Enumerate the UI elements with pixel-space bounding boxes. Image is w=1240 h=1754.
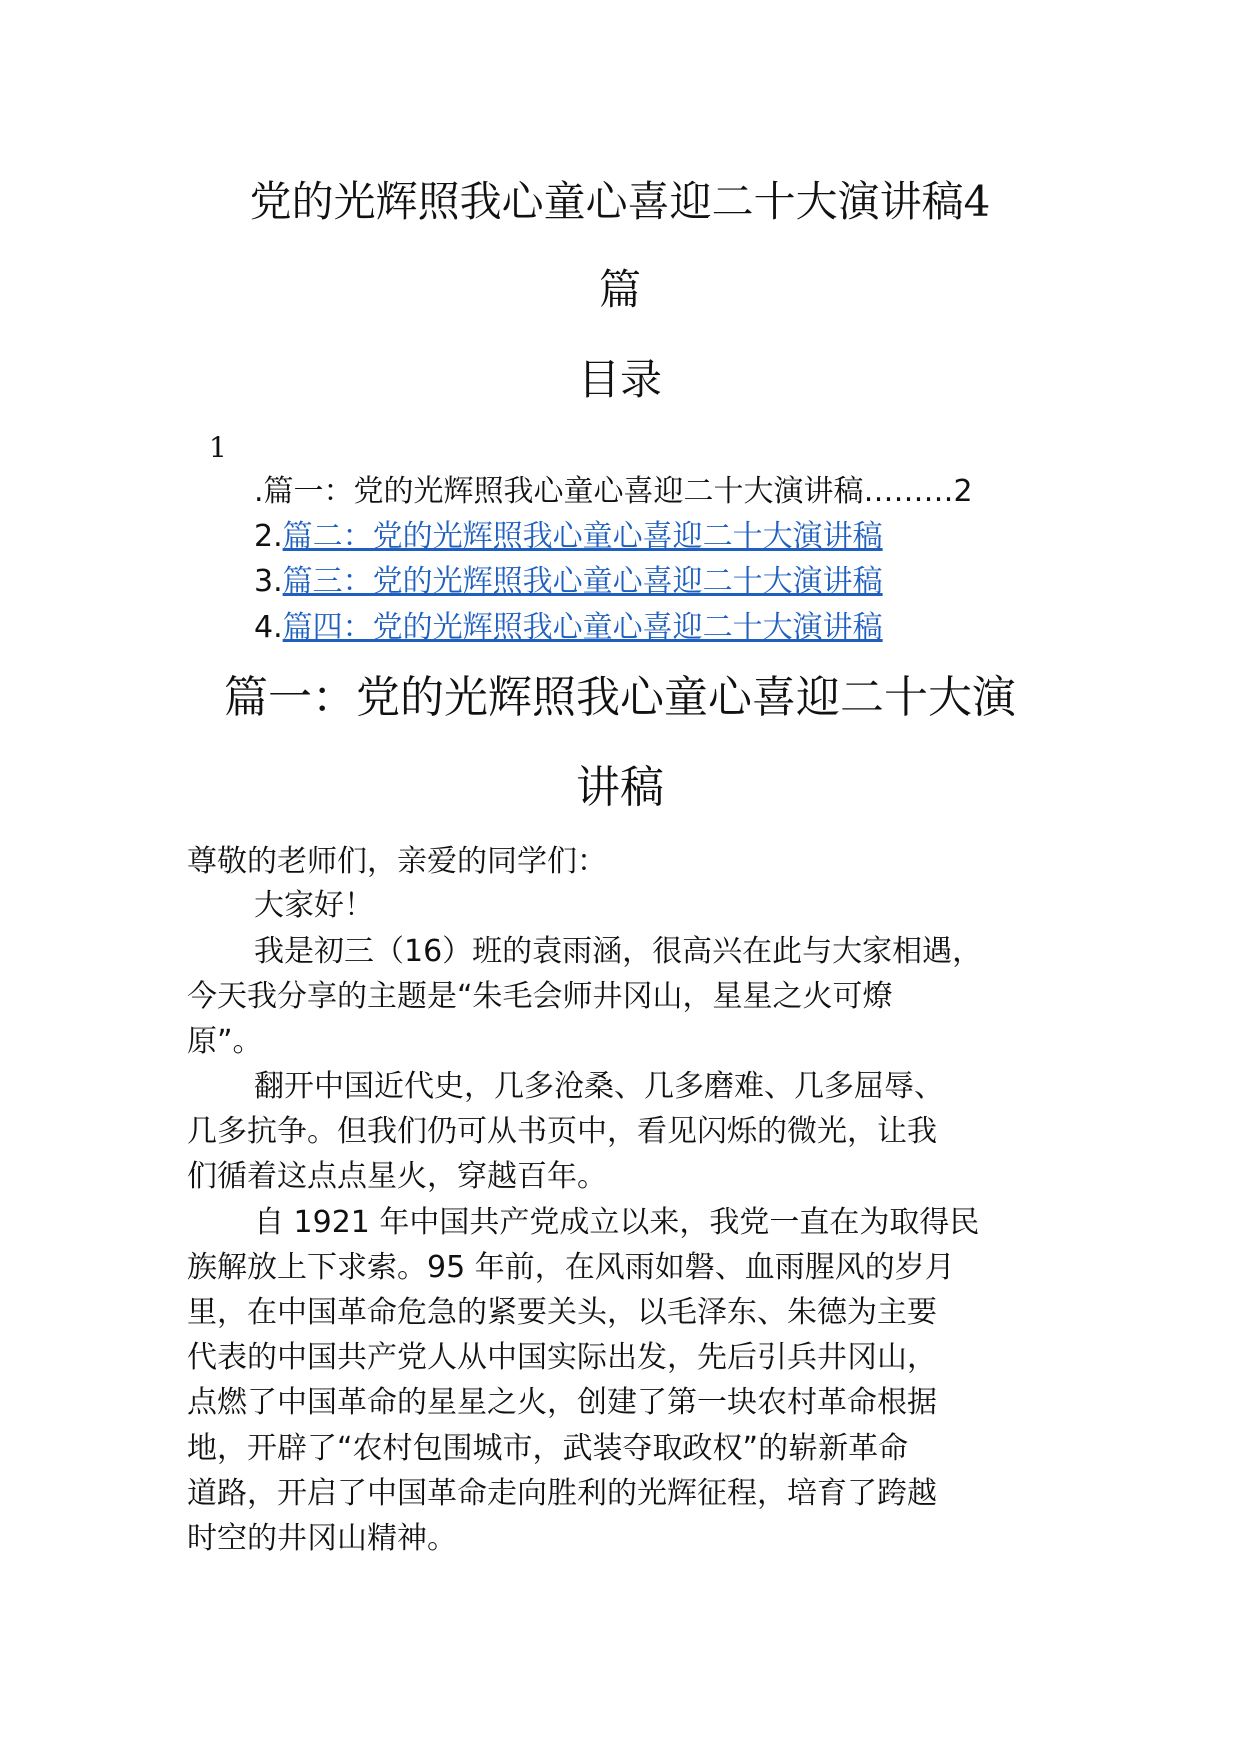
body-line: 道路，开启了中国革命走向胜利的光辉征程，培育了跨越 [187, 1476, 937, 1511]
document-title-text: 党的光辉照我心童心喜迎二十大演讲稿 [249, 177, 964, 226]
body-line: 自 1921 年中国共产党成立以来，我党一直在为取得民 [254, 1205, 980, 1240]
toc-item-prefix: 2. [254, 519, 283, 554]
toc-item-3 [254, 560, 883, 604]
body-line: 里，在中国革命危急的紧要关头，以毛泽东、朱德为主要 [187, 1295, 937, 1330]
toc-heading: 目录 [577, 355, 662, 404]
body-line: 地，开辟了“农村包围城市，武装夺取政权”的崭新革命 [187, 1431, 909, 1466]
body-line: 原”。 [187, 1024, 263, 1059]
body-line-salutation: 尊敬的老师们，亲爱的同学们： [187, 844, 607, 879]
section-title-line-1: 篇一：党的光辉照我心童心喜迎二十大演 [224, 672, 1016, 723]
toc-item-label: 篇一：党的光辉照我心童心喜迎二十大演讲稿 [263, 474, 864, 509]
document-title-count: 4 [963, 177, 991, 226]
body-line: 时空的井冈山精神。 [187, 1521, 457, 1556]
toc-item-4 [254, 606, 883, 650]
body-line-greeting: 大家好！ [254, 888, 374, 923]
toc-item-prefix: 3. [254, 564, 283, 599]
toc-item-1[interactable] [254, 470, 973, 514]
document-title-line-1 [0, 172, 1240, 232]
toc-link-2[interactable]: 篇二：党的光辉照我心童心喜迎二十大演讲稿 [282, 519, 883, 554]
body-line: 我是初三（16）班的袁雨涵，很高兴在此与大家相遇， [254, 934, 983, 969]
toc-link-4[interactable]: 篇四：党的光辉照我心童心喜迎二十大演讲稿 [282, 610, 883, 645]
toc-marker: 1 [209, 431, 227, 464]
toc-item-page: 2 [953, 474, 973, 509]
body-line: 翻开中国近代史，几多沧桑、几多磨难、几多屈辱、 [254, 1069, 944, 1104]
document-title-line-2: 篇 [598, 265, 641, 314]
body-line: 们循着这点点星火，穿越百年。 [187, 1159, 607, 1194]
toc-item-leader: ……… [863, 474, 954, 509]
body-line: 代表的中国共产党人从中国实际出发，先后引兵井冈山， [187, 1340, 937, 1375]
section-title-line-2: 讲稿 [576, 762, 664, 813]
body-line: 族解放上下求索。95 年前，在风雨如磐、血雨腥风的岁月 [187, 1250, 955, 1285]
body-line: 点燃了中国革命的星星之火，创建了第一块农村革命根据 [187, 1385, 937, 1420]
toc-link-3[interactable]: 篇三：党的光辉照我心童心喜迎二十大演讲稿 [282, 564, 883, 599]
toc-item-prefix: . [254, 474, 264, 509]
body-line: 几多抗争。但我们仍可从书页中，看见闪烁的微光，让我 [187, 1114, 937, 1149]
toc-item-prefix: 4. [254, 610, 283, 645]
body-line: 今天我分享的主题是“朱毛会师井冈山，星星之火可燎 [187, 979, 893, 1014]
toc-item-2 [254, 515, 883, 559]
